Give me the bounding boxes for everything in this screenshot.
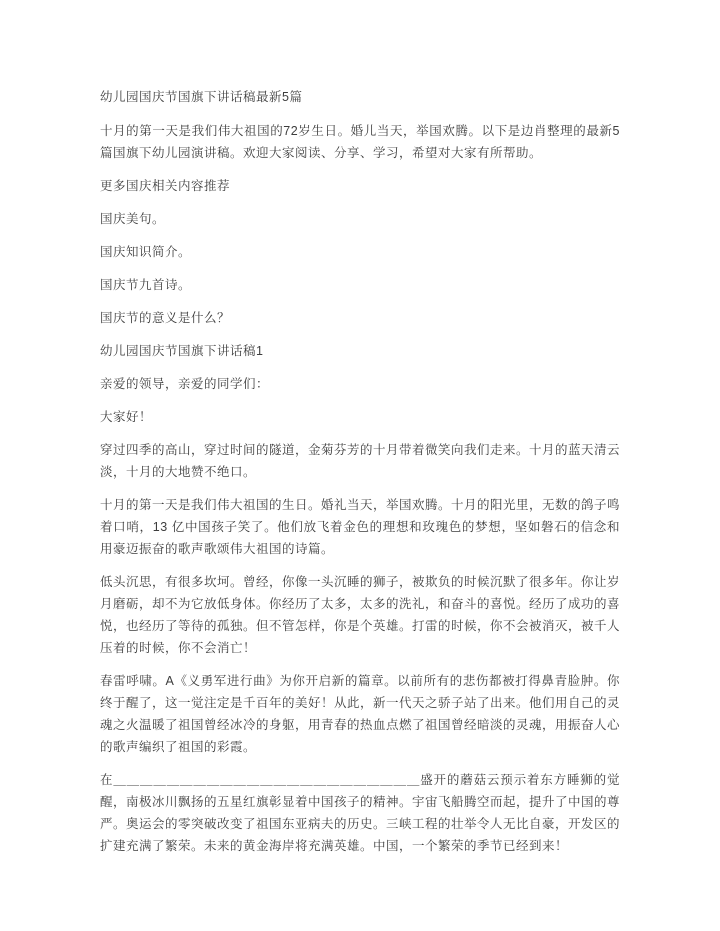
paragraph-greeting: 大家好！ bbox=[100, 410, 153, 424]
paragraph-body-1: 穿过四季的高山，穿过时间的隧道，金菊芬芳的十月带着微笑向我们走来。十月的蓝天清云淡，十月的大地赞不绝口。 bbox=[100, 443, 621, 479]
paragraph-list-item-2: 国庆知识简介。 bbox=[100, 245, 192, 259]
paragraph-section-heading: 幼儿园国庆节国旗下讲话稿1 bbox=[100, 344, 264, 358]
paragraph-list-item-4: 国庆节的意义是什么？ bbox=[100, 311, 231, 325]
document-title: 幼儿园国庆节国旗下讲话稿最新5篇 bbox=[100, 90, 303, 104]
paragraph-body-2: 十月的第一天是我们伟大祖国的生日。婚礼当天，举国欢腾。十月的阳光里，无数的鸽子鸣着口哨，13 亿中国孩子笑了。他们放飞着金色的理想和玫瑰色的梦想，坚如磐石的信念和用豪迈振奋的歌声歌颂伟大祖国的诗篇。 bbox=[100, 498, 621, 556]
paragraph-recommend-heading: 更多国庆相关内容推荐 bbox=[100, 179, 231, 193]
paragraph-intro: 十月的第一天是我们伟大祖国的72岁生日。婚儿当天，举国欢腾。以下是边肖整理的最新5篇国旗下幼儿园演讲稿。欢迎大家阅读、分享、学习，希望对大家有所帮助。 bbox=[100, 124, 620, 160]
paragraph-salutation: 亲爱的领导，亲爱的同学们： bbox=[100, 377, 270, 391]
paragraph-body-3: 低头沉思，有很多坎坷。曾经，你像一头沉睡的狮子，被欺负的时候沉默了很多年。你让岁月磨砺，却不为它放低身体。你经历了太多，太多的洗礼，和奋斗的喜悦。经历了成功的喜悦，也经历了等待的孤独。但不管怎样，你是个英雄。打雷的时候，你不会被消灭，被千人压着的时候，你不会消亡！ bbox=[100, 575, 621, 655]
paragraph-list-item-1: 国庆美句。 bbox=[100, 212, 166, 226]
paragraph-list-item-3: 国庆节九首诗。 bbox=[100, 278, 192, 292]
paragraph-body-5-with-blank: 在＿＿＿＿＿＿＿＿＿＿＿＿＿＿＿＿＿＿＿＿＿＿＿盛开的蘑菇云预示着东方睡狮的觉醒，南极冰川飘扬的五星红旗彰显着中国孩子的精神。宇宙飞船腾空而起，提升了中国的尊严。奥运会的零突破改变了祖国东亚病夫的历史。三峡工程的壮举令人无比自豪，开发区的扩建充满了繁荣。未来的黄金海岸将充满英雄。中国，一个繁荣的季节已经到来！ bbox=[100, 773, 621, 853]
paragraph-body-4: 春雷呼啸。A《义勇军进行曲》为你开启新的篇章。以前所有的悲伤都被打得鼻青脸肿。你终于醒了，这一觉注定是千百年的美好！从此，新一代天之骄子站了出来。他们用自己的灵魂之火温暖了祖国曾经冰冷的身躯，用青春的热血点燃了祖国曾经暗淡的灵魂，用振奋人心的歌声编织了祖国的彩霞。 bbox=[100, 674, 621, 754]
